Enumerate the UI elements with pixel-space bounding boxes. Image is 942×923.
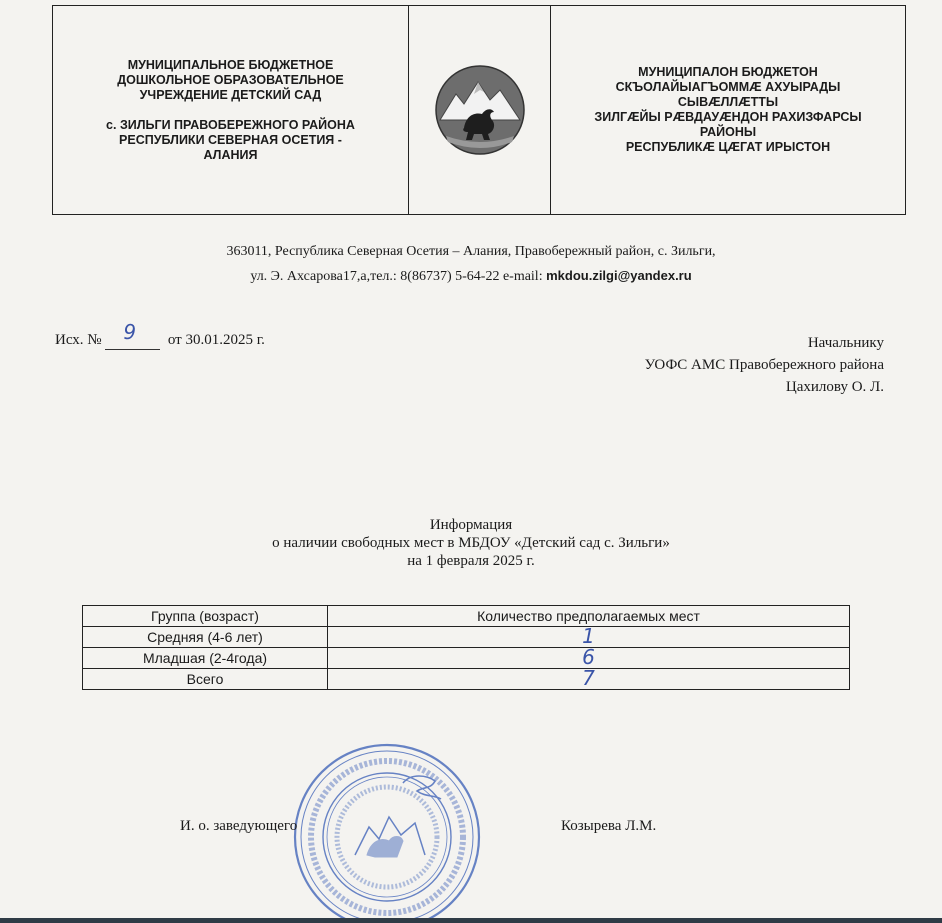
document-title [0,516,942,570]
table-header-row [83,606,850,627]
column-header: Группа (возраст) [83,606,328,627]
org-name-line: ЗИЛГÆЙЫ РÆВДАУÆНДОН РАХИЗФАРСЫ [594,110,862,124]
vacancy-table [82,605,850,690]
org-name-line: РЕСПУБЛИКӔ ЦӔГАТ ИРЫСТОН [625,140,831,154]
org-name-line: СКЪОЛАЙЫАГЪОММÆ АХУЫРАДЫ [615,80,841,94]
org-name-line: ДОШКОЛЬНОЕ ОБРАЗОВАТЕЛЬНОЕ [117,72,344,87]
org-name-line: МУНИЦИПАЛЬНОЕ БЮДЖЕТНОЕ [127,57,334,72]
org-name-line: СЫВÆЛЛÆТТЫ [677,95,779,109]
group-cell: Всего [83,669,328,690]
scan-edge [0,918,942,923]
table-row [83,669,850,690]
group-cell: Средняя (4-6 лет) [83,627,328,648]
handwritten-count: 7 [582,666,595,690]
outgoing-reference [55,320,265,350]
coat-of-arms-icon [434,64,526,156]
title-line: Информация [429,517,513,533]
handwritten-count: 1 [582,624,595,648]
reference-prefix: Исх. № [55,332,102,348]
letterhead [52,5,906,215]
title-line: о наличии свободных мест в МБДОУ «Детский сад с. Зильги» [272,535,670,551]
signatory-name: Козырева Л.М. [561,818,657,834]
addressee-line: УОФС АМС Правобережного района [644,357,884,373]
address-line-2 [0,268,942,285]
org-name-line: АЛАНИЯ [203,147,258,162]
address-contacts: ул. Э. Ахсарова17,а,тел.: 8(86737) 5-64-22 e-mail: [250,269,547,284]
group-cell: Младшая (2-4года) [83,648,328,669]
org-name-line: РАЙОНЫ [699,125,757,139]
title-line: на 1 февраля 2025 г. [407,553,535,569]
emblem-cell [409,6,551,214]
addressee-line: Начальнику [807,335,884,351]
org-name-line: УЧРЕЖДЕНИЕ ДЕТСКИЙ САД [139,87,322,102]
column-header: Количество предполагаемых мест [328,606,850,627]
reference-date: от 30.01.2025 г. [167,332,265,348]
letterhead-ossetian [551,6,905,214]
email-link[interactable]: mkdou.zilgi@yandex.ru [546,268,692,283]
handwritten-number: 9 [123,320,137,344]
count-cell [328,666,850,690]
table-row [83,627,850,648]
letterhead-russian [53,6,409,214]
handwritten-count: 6 [582,645,595,669]
round-seal-stamp-icon [285,737,489,923]
addressee-line: Цахилову О. Л. [785,379,884,395]
signatory-position: И. о. заведующего [180,818,298,834]
org-name-line: с. ЗИЛЬГИ ПРАВОБЕРЕЖНОГО РАЙОНА [106,117,355,132]
addressee-block [645,332,884,398]
address-line-1: 363011, Республика Северная Осетия – Алания, Правобережный район, с. Зильги, [226,244,716,259]
table-row [83,648,850,669]
org-name-line: МУНИЦИПАЛОН БЮДЖЕТОН [638,65,818,79]
org-name-line: РЕСПУБЛИКИ СЕВЕРНАЯ ОСЕТИЯ - [119,132,342,147]
reference-number-field [105,320,160,350]
